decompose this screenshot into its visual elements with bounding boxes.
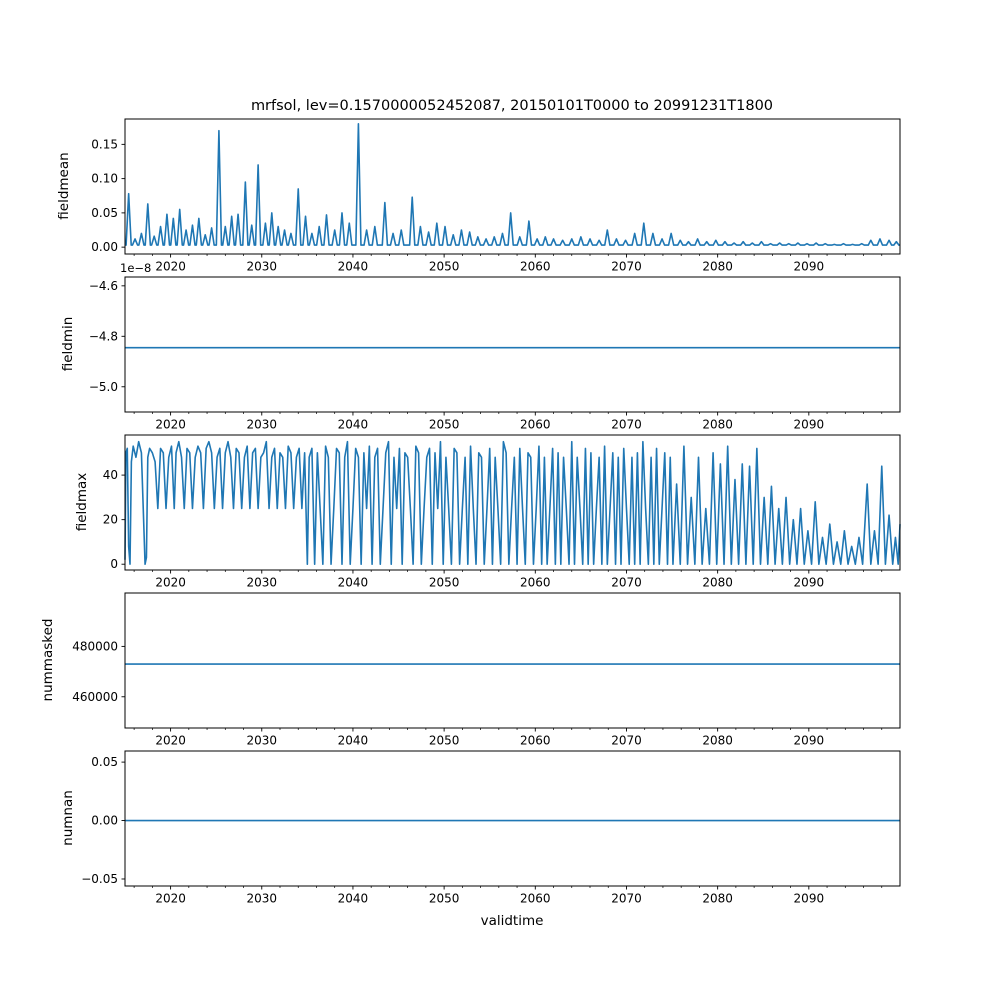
x-tick-label: 2070	[611, 733, 642, 748]
x-tick-label: 2020	[155, 891, 186, 906]
y-tick-label: 0.00	[91, 240, 118, 255]
x-tick-label: 2090	[793, 417, 825, 432]
y-tick-label: −5.0	[88, 379, 118, 394]
y-axis-label-fieldmin: fieldmin	[60, 316, 76, 372]
chart-title: mrfsol, lev=0.1570000052452087, 20150101T0000 to 20991231T1800	[250, 98, 774, 114]
subplots-group	[72, 119, 900, 906]
x-tick-label: 2030	[246, 733, 278, 748]
subplot-fieldmean	[91, 119, 900, 274]
subplot-fieldmax	[103, 435, 900, 590]
x-tick-label: 2040	[337, 259, 369, 274]
x-tick-label: 2080	[702, 259, 733, 274]
y-tick-label: 460000	[72, 689, 118, 704]
y-tick-label: 0.00	[91, 813, 118, 828]
x-tick-label: 2070	[611, 575, 642, 590]
x-tick-label: 2040	[337, 417, 369, 432]
y-tick-label: −0.05	[81, 871, 118, 886]
x-tick-label: 2060	[520, 259, 551, 274]
x-axis-label: validtime	[480, 913, 544, 929]
x-tick-label: 2070	[611, 259, 642, 274]
subplot-nummasked	[72, 593, 900, 748]
x-tick-label: 2090	[793, 575, 825, 590]
x-tick-label: 2060	[520, 733, 551, 748]
y-tick-label: −4.8	[88, 329, 118, 344]
y-tick-label: 0.05	[91, 205, 118, 220]
y-tick-label: 0.10	[91, 171, 118, 186]
y-axis-offset-text: 1e−8	[120, 261, 152, 275]
x-tick-label: 2030	[246, 417, 278, 432]
x-tick-label: 2060	[520, 575, 551, 590]
x-tick-label: 2080	[702, 575, 733, 590]
x-tick-label: 2090	[793, 891, 825, 906]
subplot-numnan	[81, 751, 900, 906]
x-tick-label: 2030	[246, 575, 278, 590]
x-tick-label: 2050	[428, 575, 460, 590]
x-tick-label: 2070	[611, 417, 642, 432]
x-tick-label: 2030	[246, 891, 278, 906]
x-tick-label: 2080	[702, 891, 733, 906]
x-tick-label: 2080	[702, 733, 733, 748]
y-axis-label-nummasked: nummasked	[40, 618, 56, 702]
axes-frame-nummasked	[125, 593, 900, 728]
y-axis-label-fieldmean: fieldmean	[56, 152, 72, 220]
series-line-fieldmax	[125, 442, 900, 565]
series-line-fieldmean	[125, 124, 900, 245]
x-tick-label: 2070	[611, 891, 642, 906]
x-tick-label: 2040	[337, 575, 369, 590]
x-tick-label: 2050	[428, 417, 460, 432]
x-tick-label: 2020	[155, 733, 186, 748]
y-tick-label: 0	[110, 557, 118, 572]
y-tick-label: 20	[102, 512, 118, 527]
y-tick-label: 480000	[72, 639, 118, 654]
x-tick-label: 2040	[337, 733, 369, 748]
x-tick-label: 2040	[337, 891, 369, 906]
y-axis-label-fieldmax: fieldmax	[74, 472, 90, 532]
x-tick-label: 2020	[155, 259, 186, 274]
axes-frame-fieldmin	[125, 277, 900, 412]
x-tick-label: 2050	[428, 733, 460, 748]
x-tick-label: 2030	[246, 259, 278, 274]
y-tick-label: 40	[102, 468, 118, 483]
x-tick-label: 2060	[520, 891, 551, 906]
x-tick-label: 2090	[793, 259, 825, 274]
x-tick-label: 2050	[428, 259, 460, 274]
axes-frame-numnan	[125, 751, 900, 886]
y-tick-label: −4.6	[88, 278, 118, 293]
subplot-fieldmin	[89, 277, 900, 432]
y-tick-label: 0.15	[91, 137, 118, 152]
x-tick-label: 2020	[155, 417, 186, 432]
x-tick-label: 2060	[520, 417, 551, 432]
x-tick-label: 2020	[155, 575, 186, 590]
y-tick-label: 0.05	[91, 755, 118, 770]
y-axis-label-numnan: numnan	[60, 790, 76, 846]
x-tick-label: 2080	[702, 417, 733, 432]
x-tick-label: 2090	[793, 733, 825, 748]
x-tick-label: 2050	[428, 891, 460, 906]
